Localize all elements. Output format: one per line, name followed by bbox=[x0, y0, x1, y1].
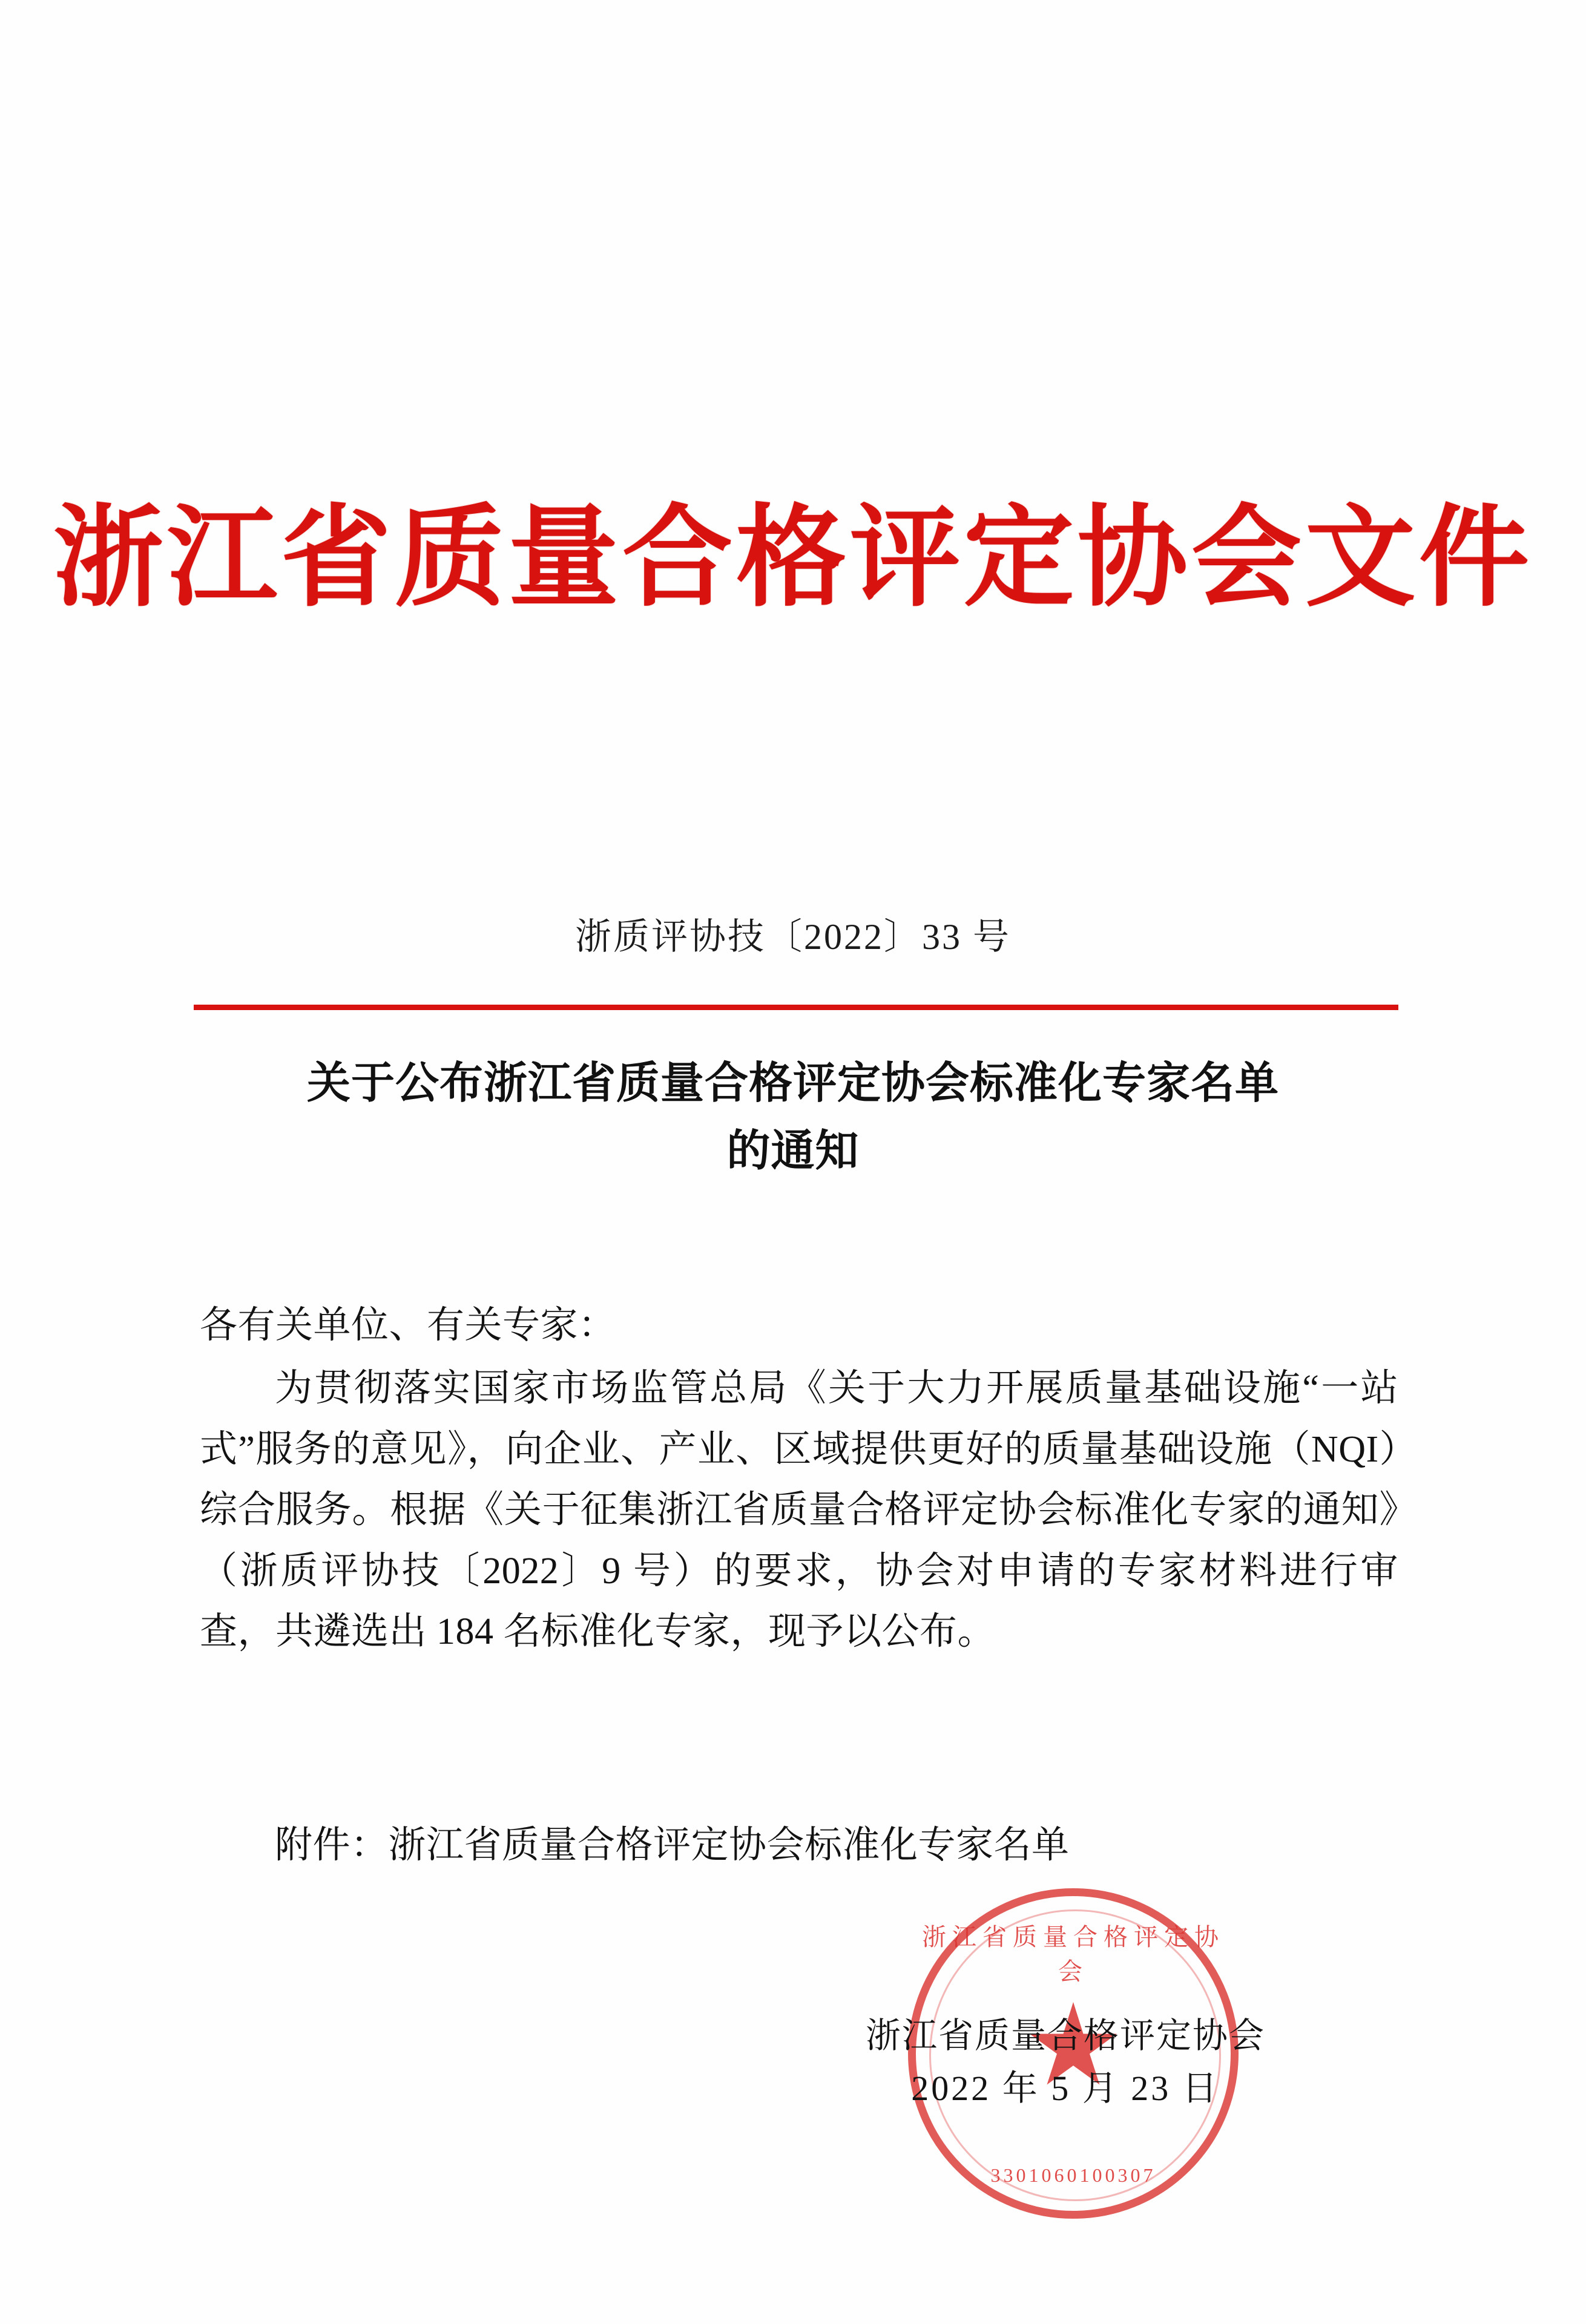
page-title-line-1: 关于公布浙江省质量合格评定协会标准化专家名单 bbox=[306, 1059, 1279, 1108]
seal-top-text: 浙江省质量合格评定协会 bbox=[922, 1923, 1225, 1985]
masthead-title: 浙江省质量合格评定协会文件 bbox=[53, 492, 1533, 622]
red-divider-rule bbox=[194, 1005, 1398, 1010]
body-content bbox=[200, 1295, 1398, 1663]
document-number: 浙质评协技〔2022〕33 号 bbox=[575, 917, 1011, 957]
signature-date: 2022 年 5 月 23 日 bbox=[911, 2069, 1220, 2108]
page-title bbox=[188, 1050, 1398, 1185]
salutation: 各有关单位、有关专家： bbox=[200, 1305, 616, 1346]
signature-organization: 浙江省质量合格评定协会 bbox=[865, 2016, 1265, 2055]
attachment-line: 附件：浙江省质量合格评定协会标准化专家名单 bbox=[275, 1825, 1070, 1866]
masthead bbox=[0, 492, 1586, 622]
page-title-line-2: 的通知 bbox=[726, 1126, 860, 1175]
signature-block bbox=[763, 2009, 1368, 2115]
seal-bottom-text: 3301060100307 bbox=[990, 2164, 1156, 2186]
body-paragraph: 为贯彻落实国家市场监管总局《关于大力开展质量基础设施“一站式”服务的意见》，向企业、产业、区域提供更好的质量基础设施（NQI）综合服务。根据《关于征集浙江省质量合格评定协会标准化专家的通知》（浙质评协技〔2022〕9 号）的要求，协会对申请的专家材料进行审查，共遴选出 184 名标准化专家，现予以公布。 bbox=[200, 1368, 1398, 1653]
